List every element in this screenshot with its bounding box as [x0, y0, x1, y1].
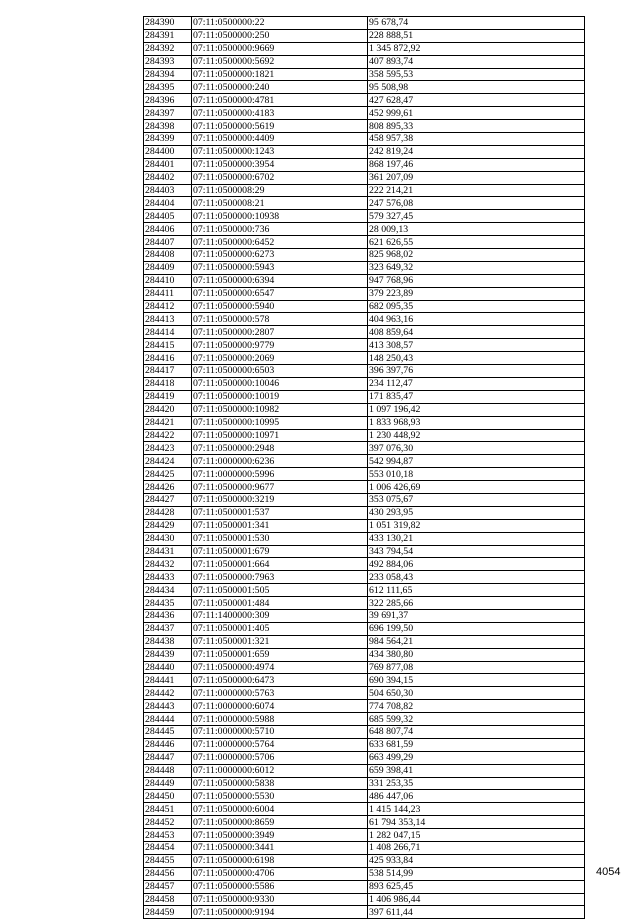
value-cell: 612 111,65 [368, 584, 585, 597]
value-cell: 1 415 144,23 [368, 803, 585, 816]
cadastral-number-cell: 07:11:0500001:679 [192, 545, 368, 558]
value-cell: 458 957,38 [368, 133, 585, 146]
row-number-cell: 284404 [144, 197, 192, 210]
cadastral-number-cell: 07:11:0500000:6547 [192, 287, 368, 300]
cadastral-number-cell: 07:11:1400000:309 [192, 609, 368, 622]
row-number-cell: 284443 [144, 700, 192, 713]
row-number-cell: 284410 [144, 274, 192, 287]
value-cell: 148 250,43 [368, 352, 585, 365]
table-row [144, 197, 585, 210]
table-row [144, 468, 585, 481]
cadastral-number-cell: 07:11:0500000:6004 [192, 803, 368, 816]
row-number-cell: 284432 [144, 558, 192, 571]
value-cell: 234 112,47 [368, 377, 585, 390]
table-row [144, 777, 585, 790]
row-number-cell: 284444 [144, 713, 192, 726]
table-row [144, 816, 585, 829]
table-row [144, 352, 585, 365]
cadastral-number-cell: 07:11:0500000:4409 [192, 133, 368, 146]
cadastral-number-cell: 07:11:0500008:29 [192, 184, 368, 197]
value-cell: 553 010,18 [368, 468, 585, 481]
cadastral-number-cell: 07:11:0500000:4183 [192, 107, 368, 120]
value-cell: 825 968,02 [368, 249, 585, 262]
table-row [144, 210, 585, 223]
table-row [144, 713, 585, 726]
row-number-cell: 284401 [144, 158, 192, 171]
table-row [144, 287, 585, 300]
row-number-cell: 284397 [144, 107, 192, 120]
value-cell: 171 835,47 [368, 390, 585, 403]
row-number-cell: 284424 [144, 455, 192, 468]
row-number-cell: 284458 [144, 893, 192, 906]
row-number-cell: 284456 [144, 867, 192, 880]
table-row [144, 403, 585, 416]
value-cell: 690 394,15 [368, 674, 585, 687]
table-row [144, 94, 585, 107]
value-cell: 95 508,98 [368, 81, 585, 94]
row-number-cell: 284391 [144, 29, 192, 42]
table-row [144, 29, 585, 42]
row-number-cell: 284430 [144, 532, 192, 545]
table-row [144, 829, 585, 842]
row-number-cell: 284449 [144, 777, 192, 790]
cadastral-number-cell: 07:11:0500000:10046 [192, 377, 368, 390]
row-number-cell: 284459 [144, 906, 192, 919]
cadastral-number-cell: 07:11:0500001:505 [192, 584, 368, 597]
row-number-cell: 284419 [144, 390, 192, 403]
value-cell: 1 230 448,92 [368, 429, 585, 442]
table-body [144, 17, 585, 919]
cadastral-number-cell: 07:11:0500000:2807 [192, 326, 368, 339]
cadastral-number-cell: 07:11:0500000:5530 [192, 790, 368, 803]
cadastral-number-cell: 07:11:0500000:4706 [192, 867, 368, 880]
table-row [144, 145, 585, 158]
table-row [144, 867, 585, 880]
value-cell: 504 650,30 [368, 687, 585, 700]
table-row [144, 725, 585, 738]
value-cell: 1 406 986,44 [368, 893, 585, 906]
row-number-cell: 284420 [144, 403, 192, 416]
row-number-cell: 284408 [144, 249, 192, 262]
table-row [144, 249, 585, 262]
cadastral-number-cell: 07:11:0500000:5586 [192, 880, 368, 893]
table-row [144, 622, 585, 635]
value-cell: 947 768,96 [368, 274, 585, 287]
row-number-cell: 284396 [144, 94, 192, 107]
table-row [144, 893, 585, 906]
cadastral-number-cell: 07:11:0500000:22 [192, 17, 368, 30]
table-row [144, 133, 585, 146]
row-number-cell: 284390 [144, 17, 192, 30]
value-cell: 663 499,29 [368, 751, 585, 764]
table-row [144, 738, 585, 751]
value-cell: 396 397,76 [368, 365, 585, 378]
row-number-cell: 284438 [144, 635, 192, 648]
row-number-cell: 284425 [144, 468, 192, 481]
row-number-cell: 284409 [144, 261, 192, 274]
row-number-cell: 284400 [144, 145, 192, 158]
table-row [144, 558, 585, 571]
cadastral-number-cell: 07:11:0500000:5940 [192, 300, 368, 313]
value-cell: 682 095,35 [368, 300, 585, 313]
table-row [144, 687, 585, 700]
row-number-cell: 284429 [144, 519, 192, 532]
cadastral-number-cell: 07:11:0500000:2948 [192, 442, 368, 455]
table-row [144, 107, 585, 120]
cadastral-number-cell: 07:11:0500000:6198 [192, 854, 368, 867]
row-number-cell: 284394 [144, 68, 192, 81]
row-number-cell: 284455 [144, 854, 192, 867]
row-number-cell: 284437 [144, 622, 192, 635]
table-row [144, 416, 585, 429]
row-number-cell: 284414 [144, 326, 192, 339]
value-cell: 769 877,08 [368, 661, 585, 674]
table-row [144, 584, 585, 597]
table-row [144, 519, 585, 532]
table-row [144, 764, 585, 777]
value-cell: 1 097 196,42 [368, 403, 585, 416]
cadastral-number-cell: 07:11:0500000:9669 [192, 42, 368, 55]
table-row [144, 597, 585, 610]
cadastral-number-cell: 07:11:0500000:250 [192, 29, 368, 42]
cadastral-number-cell: 07:11:0500000:3441 [192, 842, 368, 855]
table-row [144, 42, 585, 55]
value-cell: 1 833 968,93 [368, 416, 585, 429]
value-cell: 425 933,84 [368, 854, 585, 867]
value-cell: 1 051 319,82 [368, 519, 585, 532]
cadastral-number-cell: 07:11:0000000:6012 [192, 764, 368, 777]
row-number-cell: 284427 [144, 493, 192, 506]
row-number-cell: 284453 [144, 829, 192, 842]
cadastral-number-cell: 07:11:0500000:2069 [192, 352, 368, 365]
cadastral-number-cell: 07:11:0500000:3954 [192, 158, 368, 171]
table-row [144, 609, 585, 622]
value-cell: 538 514,99 [368, 867, 585, 880]
cadastral-number-cell: 07:11:0500000:6452 [192, 236, 368, 249]
cadastral-number-cell: 07:11:0500001:341 [192, 519, 368, 532]
cadastral-number-cell: 07:11:0500000:10982 [192, 403, 368, 416]
row-number-cell: 284448 [144, 764, 192, 777]
table-row [144, 481, 585, 494]
value-cell: 696 199,50 [368, 622, 585, 635]
table-row [144, 880, 585, 893]
row-number-cell: 284433 [144, 571, 192, 584]
row-number-cell: 284415 [144, 339, 192, 352]
table-row [144, 68, 585, 81]
row-number-cell: 284452 [144, 816, 192, 829]
cadastral-number-cell: 07:11:0500000:7963 [192, 571, 368, 584]
value-cell: 361 207,09 [368, 171, 585, 184]
value-cell: 542 994,87 [368, 455, 585, 468]
cadastral-number-cell: 07:11:0000000:5706 [192, 751, 368, 764]
row-number-cell: 284423 [144, 442, 192, 455]
table-row [144, 790, 585, 803]
row-number-cell: 284431 [144, 545, 192, 558]
table-row [144, 81, 585, 94]
row-number-cell: 284445 [144, 725, 192, 738]
row-number-cell: 284440 [144, 661, 192, 674]
table-row [144, 674, 585, 687]
row-number-cell: 284421 [144, 416, 192, 429]
row-number-cell: 284403 [144, 184, 192, 197]
cadastral-number-cell: 07:11:0500001:405 [192, 622, 368, 635]
row-number-cell: 284412 [144, 300, 192, 313]
table-row [144, 171, 585, 184]
value-cell: 1 006 426,69 [368, 481, 585, 494]
row-number-cell: 284418 [144, 377, 192, 390]
cadastral-number-cell: 07:11:0000000:6074 [192, 700, 368, 713]
table-row [144, 158, 585, 171]
value-cell: 233 058,43 [368, 571, 585, 584]
table-row [144, 493, 585, 506]
row-number-cell: 284435 [144, 597, 192, 610]
cadastral-number-cell: 07:11:0500001:664 [192, 558, 368, 571]
cadastral-number-cell: 07:11:0500000:10995 [192, 416, 368, 429]
table-row [144, 661, 585, 674]
table-row [144, 377, 585, 390]
row-number-cell: 284441 [144, 674, 192, 687]
cadastral-number-cell: 07:11:0500000:6503 [192, 365, 368, 378]
value-cell: 433 130,21 [368, 532, 585, 545]
table-row [144, 236, 585, 249]
value-cell: 633 681,59 [368, 738, 585, 751]
cadastral-number-cell: 07:11:0500000:3219 [192, 493, 368, 506]
value-cell: 397 611,44 [368, 906, 585, 919]
row-number-cell: 284405 [144, 210, 192, 223]
value-cell: 868 197,46 [368, 158, 585, 171]
cadastral-number-cell: 07:11:0500000:9330 [192, 893, 368, 906]
table-row [144, 429, 585, 442]
value-cell: 452 999,61 [368, 107, 585, 120]
table-row [144, 455, 585, 468]
row-number-cell: 284417 [144, 365, 192, 378]
row-number-cell: 284457 [144, 880, 192, 893]
value-cell: 648 807,74 [368, 725, 585, 738]
row-number-cell: 284451 [144, 803, 192, 816]
table-row [144, 274, 585, 287]
table-row [144, 184, 585, 197]
row-number-cell: 284402 [144, 171, 192, 184]
value-cell: 808 895,33 [368, 120, 585, 133]
row-number-cell: 284392 [144, 42, 192, 55]
cadastral-number-cell: 07:11:0500000:4781 [192, 94, 368, 107]
cadastral-number-cell: 07:11:0500000:10019 [192, 390, 368, 403]
value-cell: 407 893,74 [368, 55, 585, 68]
row-number-cell: 284439 [144, 648, 192, 661]
cadastral-number-cell: 07:11:0500000:578 [192, 313, 368, 326]
cadastral-number-cell: 07:11:0500000:6702 [192, 171, 368, 184]
value-cell: 1 282 047,15 [368, 829, 585, 842]
value-cell: 685 599,32 [368, 713, 585, 726]
cadastral-number-cell: 07:11:0500000:6394 [192, 274, 368, 287]
cadastral-number-cell: 07:11:0000000:5764 [192, 738, 368, 751]
value-cell: 893 625,45 [368, 880, 585, 893]
row-number-cell: 284413 [144, 313, 192, 326]
value-cell: 353 075,67 [368, 493, 585, 506]
row-number-cell: 284446 [144, 738, 192, 751]
value-cell: 430 293,95 [368, 506, 585, 519]
table-row [144, 803, 585, 816]
cadastral-number-cell: 07:11:0500000:9779 [192, 339, 368, 352]
table-row [144, 223, 585, 236]
table-row [144, 365, 585, 378]
value-cell: 247 576,08 [368, 197, 585, 210]
value-cell: 323 649,32 [368, 261, 585, 274]
row-number-cell: 284406 [144, 223, 192, 236]
cadastral-number-cell: 07:11:0500000:9677 [192, 481, 368, 494]
value-cell: 379 223,89 [368, 287, 585, 300]
row-number-cell: 284454 [144, 842, 192, 855]
cadastral-number-cell: 07:11:0500001:530 [192, 532, 368, 545]
table-row [144, 326, 585, 339]
value-cell: 331 253,35 [368, 777, 585, 790]
cadastral-number-cell: 07:11:0500001:659 [192, 648, 368, 661]
table-row [144, 854, 585, 867]
value-cell: 774 708,82 [368, 700, 585, 713]
value-cell: 408 859,64 [368, 326, 585, 339]
table-row [144, 120, 585, 133]
table-row [144, 648, 585, 661]
value-cell: 427 628,47 [368, 94, 585, 107]
cadastral-number-cell: 07:11:0500000:240 [192, 81, 368, 94]
value-cell: 413 308,57 [368, 339, 585, 352]
row-number-cell: 284407 [144, 236, 192, 249]
value-cell: 579 327,45 [368, 210, 585, 223]
cadastral-number-cell: 07:11:0500000:736 [192, 223, 368, 236]
cadastral-number-cell: 07:11:0500000:10938 [192, 210, 368, 223]
value-cell: 242 819,24 [368, 145, 585, 158]
row-number-cell: 284399 [144, 133, 192, 146]
row-number-cell: 284442 [144, 687, 192, 700]
row-number-cell: 284426 [144, 481, 192, 494]
cadastral-number-cell: 07:11:0000000:5710 [192, 725, 368, 738]
table-row [144, 571, 585, 584]
table-row [144, 842, 585, 855]
table-row [144, 700, 585, 713]
cadastral-number-cell: 07:11:0500000:10971 [192, 429, 368, 442]
table-row [144, 261, 585, 274]
cadastral-number-cell: 07:11:0500000:6473 [192, 674, 368, 687]
row-number-cell: 284436 [144, 609, 192, 622]
cadastral-number-cell: 07:11:0500000:4974 [192, 661, 368, 674]
row-number-cell: 284393 [144, 55, 192, 68]
value-cell: 28 009,13 [368, 223, 585, 236]
value-cell: 397 076,30 [368, 442, 585, 455]
cadastral-number-cell: 07:11:0500000:3949 [192, 829, 368, 842]
value-cell: 222 214,21 [368, 184, 585, 197]
cadastral-number-cell: 07:11:0500000:8659 [192, 816, 368, 829]
table-row [144, 635, 585, 648]
cadastral-number-cell: 07:11:0500001:484 [192, 597, 368, 610]
row-number-cell: 284416 [144, 352, 192, 365]
table-row [144, 545, 585, 558]
value-cell: 621 626,55 [368, 236, 585, 249]
data-table [143, 16, 585, 919]
cadastral-number-cell: 07:11:0500000:5838 [192, 777, 368, 790]
value-cell: 434 380,80 [368, 648, 585, 661]
cadastral-number-cell: 07:11:0500008:21 [192, 197, 368, 210]
row-number-cell: 284450 [144, 790, 192, 803]
value-cell: 1 345 872,92 [368, 42, 585, 55]
cadastral-number-cell: 07:11:0500000:5943 [192, 261, 368, 274]
table-row [144, 55, 585, 68]
cadastral-number-cell: 07:11:0500000:9194 [192, 906, 368, 919]
cadastral-number-cell: 07:11:0000000:5996 [192, 468, 368, 481]
table-row [144, 532, 585, 545]
cadastral-number-cell: 07:11:0500000:6273 [192, 249, 368, 262]
value-cell: 322 285,66 [368, 597, 585, 610]
value-cell: 492 884,06 [368, 558, 585, 571]
table-row [144, 339, 585, 352]
cadastral-number-cell: 07:11:0500001:321 [192, 635, 368, 648]
table-row [144, 442, 585, 455]
value-cell: 1 408 266,71 [368, 842, 585, 855]
table-row [144, 300, 585, 313]
cadastral-number-cell: 07:11:0000000:6236 [192, 455, 368, 468]
table-row [144, 506, 585, 519]
value-cell: 95 678,74 [368, 17, 585, 30]
cadastral-number-cell: 07:11:0500000:1243 [192, 145, 368, 158]
value-cell: 358 595,53 [368, 68, 585, 81]
row-number-cell: 284395 [144, 81, 192, 94]
value-cell: 984 564,21 [368, 635, 585, 648]
page-number: 4054 [596, 866, 621, 878]
row-number-cell: 284398 [144, 120, 192, 133]
cadastral-number-cell: 07:11:0000000:5763 [192, 687, 368, 700]
table-row [144, 17, 585, 30]
cadastral-number-cell: 07:11:0000000:5988 [192, 713, 368, 726]
table-row [144, 390, 585, 403]
value-cell: 343 794,54 [368, 545, 585, 558]
cadastral-number-cell: 07:11:0500000:1821 [192, 68, 368, 81]
cadastral-number-cell: 07:11:0500000:5692 [192, 55, 368, 68]
table-row [144, 751, 585, 764]
value-cell: 486 447,06 [368, 790, 585, 803]
row-number-cell: 284428 [144, 506, 192, 519]
row-number-cell: 284422 [144, 429, 192, 442]
cadastral-number-cell: 07:11:0500000:5619 [192, 120, 368, 133]
row-number-cell: 284434 [144, 584, 192, 597]
value-cell: 61 794 353,14 [368, 816, 585, 829]
row-number-cell: 284411 [144, 287, 192, 300]
value-cell: 404 963,16 [368, 313, 585, 326]
row-number-cell: 284447 [144, 751, 192, 764]
table-row [144, 313, 585, 326]
value-cell: 39 691,37 [368, 609, 585, 622]
value-cell: 228 888,51 [368, 29, 585, 42]
value-cell: 659 398,41 [368, 764, 585, 777]
table-row [144, 906, 585, 919]
cadastral-number-cell: 07:11:0500001:537 [192, 506, 368, 519]
